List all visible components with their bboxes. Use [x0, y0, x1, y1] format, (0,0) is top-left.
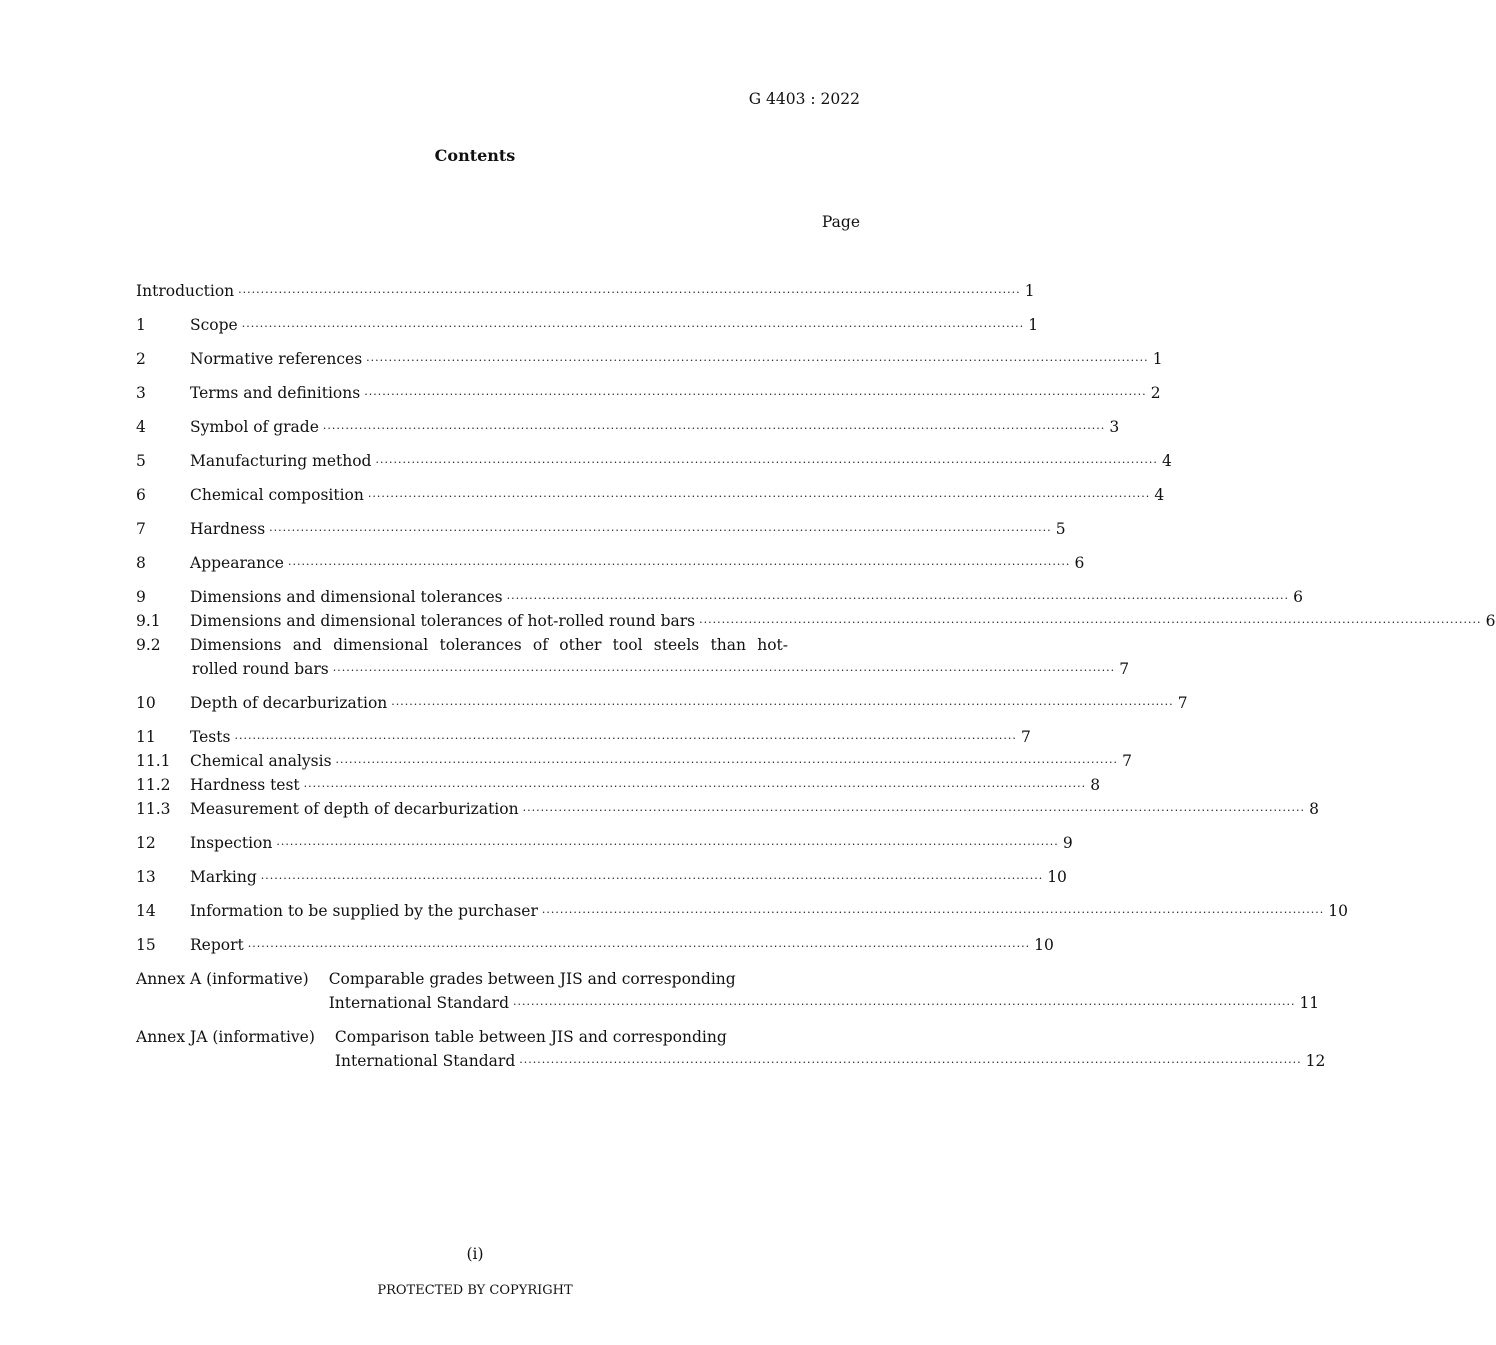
- table-of-contents: [136, 279, 1496, 1083]
- dot-leader: [304, 775, 1086, 799]
- toc-entry-9[interactable]: [136, 585, 1304, 609]
- toc-entry-page: 7: [1020, 728, 1031, 746]
- toc-entry-5[interactable]: [136, 449, 1172, 473]
- toc-entry-4[interactable]: [136, 415, 1120, 439]
- dot-leader: [248, 935, 1030, 959]
- toc-entry-number: 5: [136, 452, 146, 470]
- toc-entry-page: 10: [1328, 902, 1348, 920]
- toc-entry-text: Chemical analysis: [190, 752, 332, 770]
- toc-entry-page: 1: [1152, 350, 1163, 368]
- toc-entry-page: 12: [1305, 1052, 1326, 1070]
- dot-leader: [336, 751, 1118, 775]
- toc-entry-page: 8: [1090, 776, 1101, 794]
- toc-entry-1[interactable]: [136, 313, 1039, 337]
- toc-entry-11-2[interactable]: [136, 773, 1101, 797]
- toc-entry-11-group: [136, 725, 1319, 821]
- toc-entry-number: 11: [136, 728, 156, 746]
- dot-leader: [391, 693, 1173, 717]
- toc-entry-text: Marking: [190, 868, 257, 886]
- toc-entry-page: 6: [1485, 612, 1496, 630]
- annex-title-continued: International Standard: [328, 994, 510, 1012]
- toc-entry-11-3[interactable]: [136, 797, 1319, 821]
- toc-entry-page: 10: [1047, 868, 1067, 886]
- toc-entry-9-group: [136, 585, 1496, 681]
- page-column-header: Page: [821, 213, 860, 231]
- dot-leader: [238, 281, 1020, 305]
- dot-leader: [276, 833, 1058, 857]
- toc-entry-text: Dimensions and dimensional tolerances of other tool steels than hot-: [190, 636, 788, 654]
- toc-entry-page: 2: [1150, 384, 1161, 402]
- toc-entry-3[interactable]: [136, 381, 1161, 405]
- annex-label: Annex A (informative): [136, 970, 309, 988]
- toc-entry-2[interactable]: [136, 347, 1163, 371]
- toc-entry-text: Terms and definitions: [190, 384, 361, 402]
- toc-entry-number: 7: [136, 520, 146, 538]
- page-title: Contents: [434, 146, 516, 165]
- toc-entry-number: 9.1: [136, 612, 161, 630]
- toc-entry-10[interactable]: [136, 691, 1188, 715]
- toc-entry-page: 10: [1034, 936, 1054, 954]
- dot-leader: [333, 659, 1115, 683]
- toc-entry-14[interactable]: [136, 899, 1348, 923]
- dot-leader: [261, 867, 1043, 891]
- toc-entry-number: 15: [136, 936, 156, 954]
- dot-leader: [699, 611, 1481, 635]
- toc-entry-text-continued: rolled round bars: [192, 660, 329, 678]
- toc-entry-number: 2: [136, 350, 146, 368]
- dot-leader: [519, 1051, 1301, 1075]
- toc-entry-text: Symbol of grade: [190, 418, 319, 436]
- toc-entry-text: Tests: [190, 728, 231, 746]
- dot-leader: [507, 587, 1289, 611]
- dot-leader: [364, 383, 1146, 407]
- toc-entry-text: Report: [190, 936, 244, 954]
- toc-entry-page: 4: [1162, 452, 1172, 470]
- toc-entry-15[interactable]: [136, 933, 1054, 957]
- toc-entry-number: 1: [136, 316, 146, 334]
- dot-leader: [288, 553, 1070, 577]
- dot-leader: [368, 485, 1150, 509]
- dot-leader: [513, 993, 1295, 1017]
- toc-entry-page: 7: [1122, 752, 1132, 770]
- toc-entry-page: 1: [1024, 282, 1035, 300]
- toc-entry-text: Dimensions and dimensional tolerances: [190, 588, 503, 606]
- dot-leader: [269, 519, 1051, 543]
- toc-entry-9-2[interactable]: [136, 633, 1130, 681]
- toc-entry-text: Dimensions and dimensional tolerances of hot-rolled round bars: [190, 612, 696, 630]
- toc-entry-number: 11.1: [136, 752, 171, 770]
- toc-entry-page: 1: [1028, 316, 1039, 334]
- toc-entry-page: 3: [1109, 418, 1120, 436]
- toc-entry-number: 9: [136, 588, 146, 606]
- dot-leader: [375, 451, 1157, 475]
- annex-title-continued: International Standard: [334, 1052, 516, 1070]
- toc-entry-13[interactable]: [136, 865, 1067, 889]
- toc-entry-page: 7: [1177, 694, 1188, 712]
- footer-page-number: (i): [466, 1245, 484, 1263]
- dot-leader: [242, 315, 1024, 339]
- toc-entry-text: Hardness: [190, 520, 266, 538]
- toc-entry-page: 6: [1293, 588, 1304, 606]
- toc-entry-text: Normative references: [190, 350, 363, 368]
- toc-entry-6[interactable]: [136, 483, 1165, 507]
- toc-entry-number: 3: [136, 384, 146, 402]
- toc-entry-9-1[interactable]: [136, 609, 1496, 633]
- toc-entry-page: 11: [1299, 994, 1320, 1012]
- dot-leader: [234, 727, 1016, 751]
- toc-entry-number: 4: [136, 418, 146, 436]
- toc-entry-text: Hardness test: [190, 776, 300, 794]
- toc-entry-number: 12: [136, 834, 156, 852]
- toc-entry-page: 4: [1154, 486, 1165, 504]
- toc-entry-page: 7: [1119, 660, 1130, 678]
- toc-entry-11-1[interactable]: [136, 749, 1132, 773]
- toc-entry-text: Information to be supplied by the purchaser: [190, 902, 538, 920]
- toc-entry-annex-a[interactable]: [136, 967, 1320, 1015]
- toc-entry-number: 11.3: [136, 800, 171, 818]
- toc-entry-8[interactable]: [136, 551, 1085, 575]
- copyright-notice: PROTECTED BY COPYRIGHT: [377, 1283, 573, 1298]
- toc-entry-number: 10: [136, 694, 156, 712]
- toc-entry-number: 14: [136, 902, 156, 920]
- annex-label: Annex JA (informative): [136, 1028, 315, 1046]
- dot-leader: [366, 349, 1148, 373]
- standard-identifier: G 4403 : 2022: [748, 90, 860, 108]
- annex-title: Comparison table between JIS and corresponding: [334, 1028, 727, 1046]
- toc-entry-introduction[interactable]: [136, 279, 1035, 303]
- toc-entry-annex-ja[interactable]: [136, 1025, 1326, 1073]
- toc-entry-text: Scope: [190, 316, 238, 334]
- dot-leader: [523, 799, 1305, 823]
- dot-leader: [542, 901, 1324, 925]
- toc-entry-11[interactable]: [136, 725, 1031, 749]
- toc-entry-text: Measurement of depth of decarburization: [190, 800, 519, 818]
- toc-entry-number: 8: [136, 554, 146, 572]
- toc-entry-page: 8: [1309, 800, 1319, 818]
- toc-entry-text: Appearance: [190, 554, 284, 572]
- toc-entry-number: 13: [136, 868, 156, 886]
- toc-entry-12[interactable]: [136, 831, 1073, 855]
- toc-entry-text: Depth of decarburization: [190, 694, 388, 712]
- toc-entry-text: Manufacturing method: [190, 452, 372, 470]
- toc-entry-text: Introduction: [136, 282, 235, 300]
- toc-entry-number: 6: [136, 486, 146, 504]
- toc-entry-page: 6: [1074, 554, 1085, 572]
- toc-entry-page: 9: [1062, 834, 1073, 852]
- dot-leader: [323, 417, 1105, 441]
- toc-entry-text: Inspection: [190, 834, 273, 852]
- toc-entry-page: 5: [1055, 520, 1066, 538]
- toc-entry-text: Chemical composition: [190, 486, 364, 504]
- toc-entry-7[interactable]: [136, 517, 1066, 541]
- toc-entry-number: 9.2: [136, 636, 161, 654]
- toc-entry-number: 11.2: [136, 776, 171, 794]
- annex-title: Comparable grades between JIS and corresponding: [328, 970, 736, 988]
